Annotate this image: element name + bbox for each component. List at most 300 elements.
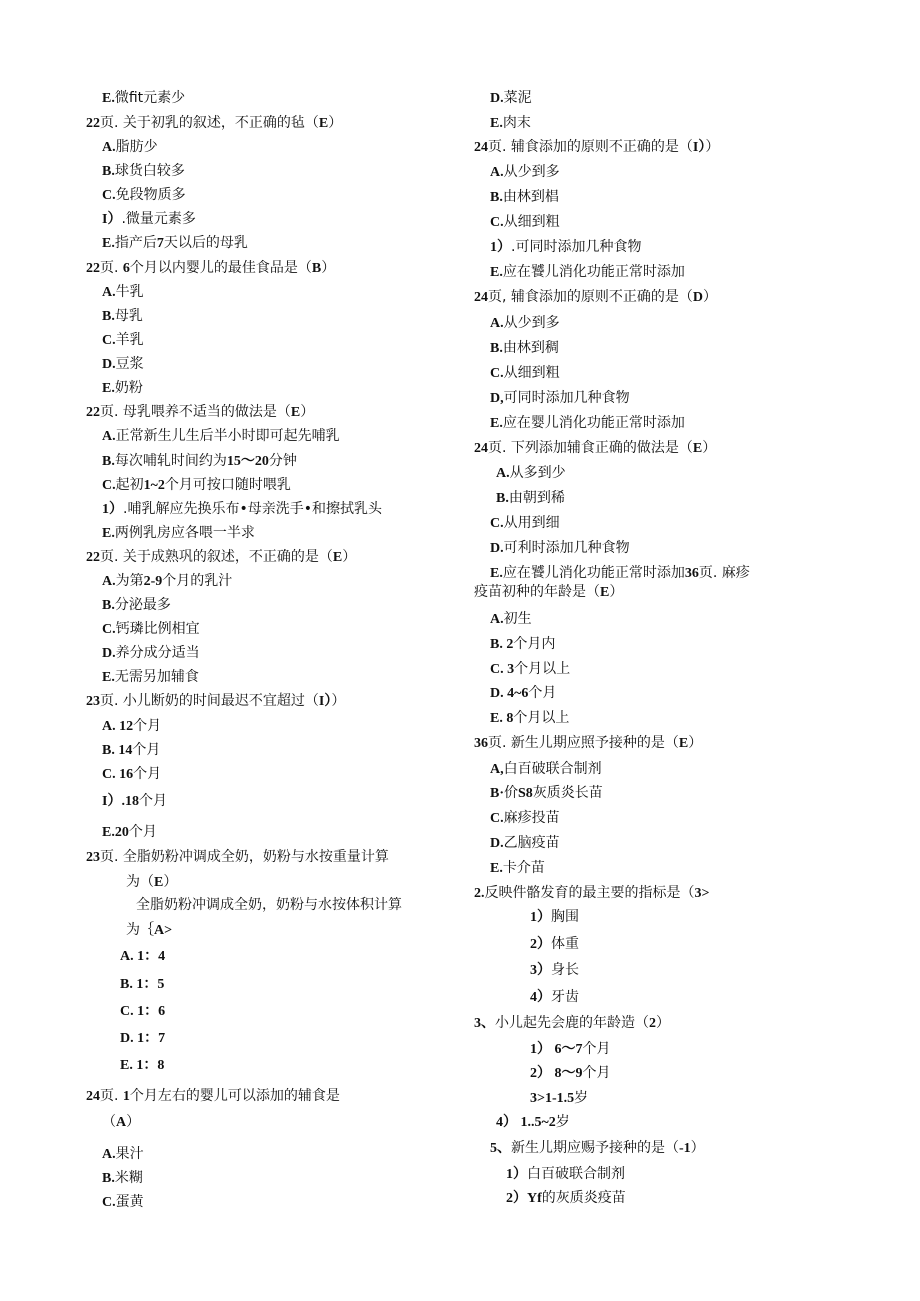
text-line	[120, 946, 165, 967]
text-line	[102, 306, 143, 327]
line-marker: 5、	[490, 1141, 511, 1156]
line-marker: 22	[86, 116, 100, 131]
text-line	[490, 187, 559, 208]
line-marker: E	[318, 116, 329, 131]
line-marker: 1）	[102, 502, 123, 517]
text-line	[102, 451, 297, 472]
text-line	[530, 1088, 588, 1109]
line-marker: B. 1：5	[120, 977, 165, 992]
line-text: 分钟	[268, 453, 297, 469]
line-text: 体重	[551, 936, 579, 952]
line-marker: 36	[684, 566, 699, 581]
line-text: ）	[702, 440, 717, 456]
line-marker: E.	[490, 566, 503, 581]
line-text: 为（	[126, 874, 154, 890]
line-marker: 3、	[474, 1016, 495, 1031]
text-line	[102, 1112, 140, 1133]
line-text: 脂肪少	[115, 139, 158, 155]
line-text: 个月	[582, 1041, 611, 1057]
line-text: 的灰质炎疫苗	[541, 1190, 626, 1206]
text-line	[496, 463, 566, 484]
text-line	[102, 209, 196, 230]
line-text: 页. 关于初乳的叙述，不正确的毡（	[100, 115, 319, 131]
line-text: 页. 小儿断奶的时间最迟不宜超过（	[100, 693, 319, 709]
line-marker: 3>	[694, 886, 710, 901]
line-marker: B. 2	[490, 637, 514, 652]
text-line	[490, 338, 559, 359]
line-marker: C.	[102, 188, 116, 203]
text-line	[102, 88, 185, 109]
line-text: 正常新生儿生后半小时即可起先哺乳	[115, 428, 340, 444]
line-marker: A.	[496, 466, 510, 481]
line-text: 胸围	[551, 909, 579, 925]
text-line	[490, 563, 750, 584]
line-text: 页. 麻疹	[698, 565, 750, 581]
line-marker: B.	[102, 1171, 115, 1186]
text-line	[102, 1144, 144, 1165]
line-text: 页. 新生儿期应照予接种的是（	[488, 735, 679, 751]
text-line	[490, 659, 570, 680]
line-marker: A.	[102, 140, 116, 155]
line-marker: C.	[490, 516, 504, 531]
line-text: 为｛	[126, 922, 154, 938]
text-line	[490, 212, 560, 233]
line-marker: 23	[86, 694, 100, 709]
line-text: 从细到粗	[503, 214, 560, 230]
line-marker: E.	[490, 416, 503, 431]
line-text: 肉末	[502, 115, 531, 131]
line-marker: E	[678, 736, 689, 751]
line-marker: C. 1：6	[120, 1004, 166, 1019]
line-text: 页, 辅食添加的原则不正确的是（	[488, 289, 693, 305]
text-line	[102, 426, 340, 447]
line-marker: B.	[102, 454, 115, 469]
line-text: 为第	[115, 573, 144, 589]
line-text: 白百破联合制剂	[527, 1166, 625, 1182]
text-line	[102, 667, 199, 688]
text-line	[102, 282, 144, 303]
line-marker: 1） 6〜7	[530, 1042, 583, 1057]
line-marker: A.	[102, 429, 116, 444]
text-line	[474, 582, 623, 603]
line-marker: D,	[490, 391, 504, 406]
line-text: 岁	[555, 1114, 570, 1130]
line-marker: 24	[474, 140, 488, 155]
line-text: 应在婴儿消化功能正常时添加	[502, 415, 685, 431]
text-line	[86, 547, 356, 568]
line-text: 页. 全脂奶粉冲调成全奶，奶粉与水按重量计算	[100, 849, 389, 865]
line-marker: E.	[490, 861, 503, 876]
line-text: 页.	[100, 1088, 123, 1104]
text-line	[490, 708, 569, 729]
text-line	[530, 960, 579, 981]
line-text: 个月	[133, 766, 162, 782]
line-marker: E.	[490, 116, 503, 131]
line-text: 个月以内婴儿的最佳食品是（	[129, 260, 312, 276]
line-marker: 2）	[530, 937, 551, 952]
text-line	[530, 1039, 611, 1060]
line-text: .哺乳解应先换乐布•母亲洗手•和擦拭乳头	[123, 501, 382, 517]
line-text: 个月内	[513, 636, 556, 652]
line-text: 果汁	[115, 1146, 144, 1162]
line-text: 个月	[582, 1065, 611, 1081]
text-line	[102, 137, 158, 158]
text-line	[102, 185, 186, 206]
line-text: 页. 辅食添加的原则不正确的是（	[488, 139, 693, 155]
line-text: 白百破联合制剂	[503, 761, 602, 777]
line-text: 牙齿	[551, 989, 579, 1005]
line-marker: D.	[102, 646, 116, 661]
line-marker: E.	[102, 91, 115, 106]
line-marker: A. 12	[102, 719, 134, 734]
text-line	[102, 716, 161, 737]
text-line	[102, 822, 157, 843]
text-line	[102, 595, 171, 616]
line-text: ）	[331, 693, 346, 709]
line-marker: 7	[156, 236, 164, 251]
line-text: 球货白较多	[114, 163, 185, 179]
line-text: 天以后的母乳	[163, 235, 248, 251]
line-text: 菜泥	[503, 90, 532, 106]
line-text: 羊乳	[115, 332, 144, 348]
line-text: 卡介苗	[502, 860, 545, 876]
text-line	[490, 413, 685, 434]
line-text: .可同时添加几种食物	[511, 239, 642, 255]
line-marker: E	[692, 441, 703, 456]
text-line	[102, 643, 200, 664]
line-text: 可利时添加几种食物	[503, 540, 630, 556]
text-line	[126, 920, 172, 941]
line-text: 从细到粗	[503, 365, 560, 381]
line-text: ）	[163, 874, 178, 890]
line-marker: A.	[102, 285, 116, 300]
line-marker: B. 14	[102, 743, 133, 758]
line-marker: 3）	[530, 963, 551, 978]
line-marker: A,	[490, 762, 504, 777]
text-line	[490, 363, 560, 384]
line-text: 乙脑疫苗	[503, 835, 560, 851]
text-line	[86, 691, 345, 712]
line-marker: E	[290, 405, 301, 420]
line-marker: A.	[490, 316, 504, 331]
line-text: 疫苗初种的年龄是（	[474, 584, 600, 600]
line-text: 页. 关于成熟巩的叙述，不正确的是（	[100, 549, 333, 565]
line-text: 从少到多	[503, 164, 560, 180]
line-marker: E.	[102, 236, 115, 251]
line-marker: I）	[318, 694, 332, 709]
line-marker: E. 1：8	[120, 1058, 165, 1073]
text-line	[490, 262, 685, 283]
text-line	[102, 619, 200, 640]
text-line	[102, 378, 143, 399]
line-text: 无需另加辅食	[114, 669, 199, 685]
line-marker: D.	[490, 91, 504, 106]
text-line	[490, 609, 532, 630]
text-line	[474, 287, 717, 308]
line-marker: B·	[490, 786, 505, 801]
line-marker: A>	[154, 923, 173, 938]
text-line	[102, 1192, 144, 1213]
line-marker: C.	[102, 622, 116, 637]
line-text: 免段物质多	[115, 187, 186, 203]
line-text: 从多到少	[509, 465, 566, 481]
line-marker: 1）	[506, 1167, 527, 1182]
line-text: 指产后	[114, 235, 157, 251]
line-text: 米糊	[114, 1170, 143, 1186]
line-text: 初生	[503, 611, 532, 627]
text-line	[530, 987, 579, 1008]
line-marker: C.	[102, 333, 116, 348]
line-marker: E	[600, 585, 610, 600]
line-text: 价	[504, 785, 519, 801]
line-marker: 1）	[530, 910, 551, 925]
line-marker: C.	[490, 366, 504, 381]
line-text: 个月的乳汁	[162, 573, 233, 589]
text-line	[102, 354, 144, 375]
text-line	[102, 571, 232, 592]
line-text: 个月以上	[514, 661, 571, 677]
line-text: 由林到稠	[502, 340, 559, 356]
line-text: 麻疹投苗	[503, 810, 560, 826]
text-line	[474, 137, 719, 158]
line-text: 微fit元素少	[114, 90, 186, 106]
line-marker: E.	[102, 526, 115, 541]
line-text: 可同时添加几种食物	[503, 390, 630, 406]
text-line	[490, 833, 560, 854]
text-line	[120, 974, 164, 995]
line-marker: 2-9	[143, 574, 163, 589]
line-text: 小儿起先会鹿的年龄造（	[495, 1015, 649, 1031]
line-marker: 24	[474, 290, 488, 305]
text-line	[120, 1028, 165, 1049]
text-line	[86, 113, 342, 134]
text-line	[102, 161, 185, 182]
line-marker: B.	[496, 491, 509, 506]
text-line	[490, 162, 560, 183]
line-marker: 3>1-1.5	[530, 1091, 575, 1106]
line-text: 从用到细	[503, 515, 560, 531]
line-text: ）	[328, 115, 343, 131]
line-text: ）	[342, 549, 357, 565]
text-line	[490, 113, 531, 134]
text-line	[490, 388, 630, 409]
line-marker: C.	[102, 478, 116, 493]
line-marker: 22	[86, 261, 100, 276]
line-text: 牛乳	[115, 284, 144, 300]
text-line	[136, 895, 402, 916]
line-marker: 2.	[474, 886, 485, 901]
text-line	[474, 1013, 670, 1034]
line-text: 母乳	[114, 308, 143, 324]
text-line	[490, 759, 602, 780]
line-text: 个月	[138, 793, 167, 809]
line-marker: 2）Yf	[506, 1191, 542, 1206]
text-line	[490, 808, 560, 829]
line-marker: 6	[122, 261, 130, 276]
line-marker: D.	[102, 357, 116, 372]
text-line	[86, 258, 335, 279]
text-line	[496, 1112, 570, 1133]
line-marker: E. 8	[490, 711, 514, 726]
line-marker: 36	[474, 736, 488, 751]
line-marker: D. 1：7	[120, 1031, 166, 1046]
line-text: ）	[705, 139, 720, 155]
line-text: 个月	[132, 742, 161, 758]
line-text: ）	[656, 1015, 670, 1031]
line-text: 豆浆	[115, 356, 144, 372]
text-line	[102, 791, 167, 812]
line-marker: E	[154, 875, 164, 890]
line-text: 新生儿期应赐予接种的是（	[511, 1140, 679, 1156]
line-text: 由朝到稀	[508, 490, 565, 506]
text-line	[506, 1164, 625, 1185]
line-marker: C. 3	[490, 662, 515, 677]
line-text: 个月左右的婴儿可以添加的辅食是	[129, 1088, 340, 1104]
text-line	[490, 513, 560, 534]
line-marker: D.	[490, 541, 504, 556]
line-text: 个月	[128, 824, 157, 840]
line-text: 个月	[133, 718, 162, 734]
text-line	[102, 330, 144, 351]
line-text: ）	[321, 260, 336, 276]
line-text: 蛋黄	[115, 1194, 144, 1210]
line-text: 灰质炎长苗	[532, 785, 603, 801]
line-marker: A.	[490, 612, 504, 627]
line-marker: C.	[102, 1195, 116, 1210]
text-line	[86, 847, 389, 868]
line-text: 从少到多	[503, 315, 560, 331]
line-marker: A	[116, 1115, 127, 1130]
text-line	[490, 783, 603, 804]
line-marker: E.	[490, 265, 503, 280]
line-text: ）	[688, 735, 703, 751]
line-marker: B	[311, 261, 322, 276]
line-text: 页. 母乳喂养不适当的做法是（	[100, 404, 291, 420]
line-marker: A.	[102, 1147, 116, 1162]
text-line	[530, 1063, 611, 1084]
line-text: 岁	[574, 1090, 589, 1106]
line-text: 页. 下列添加辅食正确的做法是（	[488, 440, 693, 456]
line-marker: D	[692, 290, 704, 305]
line-text: .微量元素多	[121, 211, 196, 227]
line-marker: A.	[102, 574, 116, 589]
line-marker: E.20	[102, 825, 129, 840]
text-line	[490, 1138, 705, 1159]
line-text: ）	[690, 1140, 705, 1156]
text-line	[490, 237, 641, 258]
line-marker: S8	[518, 786, 533, 801]
line-text: 全脂奶粉冲调成全奶，奶粉与水按体积计算	[136, 897, 402, 913]
line-text: 应在饕儿消化功能正常时添加	[502, 264, 685, 280]
text-line	[102, 233, 248, 254]
line-text: ）	[126, 1114, 141, 1130]
line-text: 奶粉	[114, 380, 143, 396]
text-line	[474, 883, 709, 904]
line-marker: 1~2	[143, 478, 165, 493]
line-text: 个月	[528, 685, 557, 701]
line-text: ）	[703, 289, 718, 305]
text-line	[102, 740, 160, 761]
line-marker: C. 16	[102, 767, 134, 782]
line-marker: 4） 1..5~2	[496, 1115, 556, 1130]
line-marker: 22	[86, 550, 100, 565]
text-line	[86, 1086, 340, 1107]
text-line	[102, 1168, 143, 1189]
line-marker: 2） 8〜9	[530, 1066, 583, 1081]
line-marker: B.	[490, 190, 503, 205]
line-marker: B.	[490, 341, 503, 356]
line-marker: B.	[102, 598, 115, 613]
line-marker: 24	[474, 441, 488, 456]
text-line	[496, 488, 565, 509]
line-marker: 24	[86, 1089, 100, 1104]
text-line	[102, 523, 255, 544]
text-line	[102, 499, 382, 520]
text-line	[126, 872, 177, 893]
text-line	[530, 934, 579, 955]
line-marker: B.	[102, 164, 115, 179]
line-marker: C.	[490, 811, 504, 826]
line-marker: D. 4~6	[490, 686, 529, 701]
text-line	[102, 475, 291, 496]
line-marker: 4）	[530, 990, 551, 1005]
line-text: 两例乳房应各喂一半求	[114, 525, 255, 541]
line-text: 个月以上	[513, 710, 570, 726]
text-line	[102, 764, 161, 785]
line-text: 页.	[100, 260, 123, 276]
text-line	[490, 88, 532, 109]
line-marker: C.	[490, 215, 504, 230]
line-marker: I）	[102, 212, 122, 227]
line-marker: E	[332, 550, 343, 565]
line-text: 分泌最多	[114, 597, 171, 613]
line-marker: I）	[692, 140, 706, 155]
line-text: 每次哺轧时间约为	[114, 453, 227, 469]
text-line	[490, 313, 560, 334]
line-marker: B.	[102, 309, 115, 324]
line-text: 由林到椙	[502, 189, 559, 205]
line-text: （	[102, 1114, 116, 1130]
line-text: 反映件骼发育的最主要的指标是（	[484, 885, 695, 901]
line-marker: 2	[649, 1016, 656, 1031]
text-line	[530, 907, 579, 928]
text-line	[474, 438, 716, 459]
line-marker: I）.18	[102, 794, 139, 809]
text-line	[86, 402, 314, 423]
text-line	[120, 1055, 164, 1076]
text-line	[506, 1188, 626, 1209]
line-marker: 22	[86, 405, 100, 420]
line-marker: E.	[102, 381, 115, 396]
line-marker: D.	[490, 836, 504, 851]
line-text: 钙璘比例相宜	[115, 621, 200, 637]
line-marker: A.	[490, 165, 504, 180]
line-marker: A. 1：4	[120, 949, 166, 964]
line-text: 起初	[115, 477, 144, 493]
line-marker: 15〜20	[226, 454, 269, 469]
line-marker: E.	[102, 670, 115, 685]
text-line	[490, 858, 545, 879]
line-marker: 23	[86, 850, 100, 865]
text-line	[490, 538, 630, 559]
line-text: 养分成分适当	[115, 645, 200, 661]
line-text: 应在饕儿消化功能正常时添加	[502, 565, 685, 581]
line-text: 个月可按口随时喂乳	[164, 477, 291, 493]
text-line	[490, 683, 556, 704]
line-text: ）	[609, 584, 624, 600]
line-marker: 1	[122, 1089, 130, 1104]
text-line	[490, 634, 555, 655]
